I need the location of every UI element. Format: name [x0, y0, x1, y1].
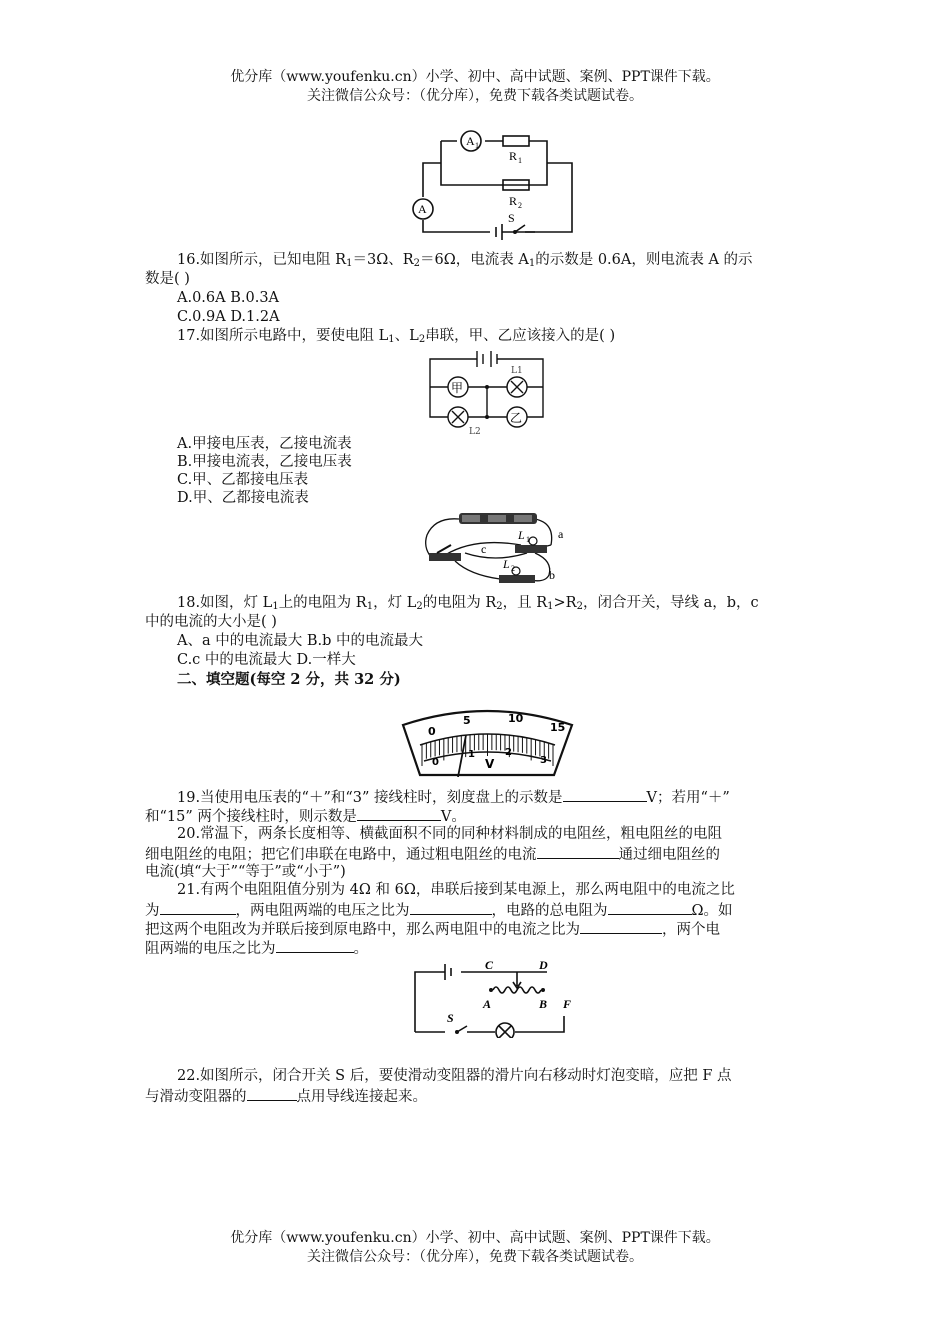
l1-label: L [518, 528, 525, 542]
figure-22-circuit [405, 956, 585, 1038]
q17-option-b: B.甲接电流表，乙接电压表 [177, 454, 352, 470]
q21-line-3: 把这两个电阻改为并联后接到原电路中，那么两电阻中的电流之比为 ，两个电 [145, 919, 720, 940]
l1-sub: 1 [526, 535, 530, 544]
wire-a-label: a [558, 527, 564, 541]
r1-sub: 1 [518, 156, 522, 165]
q21-line-2: 为 ，两电阻两端的电压之比为 ，电路的总电阻为 Ω。如 [145, 900, 733, 921]
q17-stem: 17.如图所示电路中，要使电阻 $L_1$、$L_2$串联，甲、乙应该接入的是( ) [177, 328, 616, 345]
switch-s-label: S [508, 211, 515, 225]
l1-label: L1 [511, 366, 523, 376]
r1-label: R [509, 149, 518, 163]
q18-options-2: C.c 中的电流最大 D.一样大 [177, 652, 356, 668]
node-c-label: C [485, 958, 494, 972]
figure-16-circuit [405, 125, 580, 250]
ammeter-a-label: A [418, 202, 427, 216]
meter-unit: V [485, 757, 495, 771]
q21-blank-2[interactable] [410, 900, 492, 915]
ammeter-a1-label: A [466, 134, 475, 148]
q16-stem: 16.如图所示，已知电阻 $R_1=3\Omega$、$R_2=6\Omega$，电流表 $A_1$的示数是 0.6A，则电流表 A 的示 [177, 252, 753, 269]
switch-s-label: S [447, 1011, 454, 1025]
q19-blank-2[interactable] [357, 806, 441, 821]
node-a-label: A [483, 997, 492, 1011]
meter-bottom-3: 3 [540, 755, 547, 766]
q18-stem: 18.如图，灯 $L_1$上的电阻为 $R_1$，灯 $L_2$的电阻为 $R_2$，且 $R_1>R_2$，闭合开关，导线 a，b，c [177, 595, 759, 612]
q19-line-2: 和“15” 两个接线柱时，则示数是 V。 [145, 806, 466, 827]
wire-b-label: b [549, 568, 555, 582]
node-d-label: D [539, 958, 548, 972]
q20-line-2: 细电阻丝的电阻；把它们串联在电路中，通过粗电阻丝的电流 通过细电阻丝的 [145, 844, 720, 865]
q17-option-d: D.甲、乙都接电流表 [177, 490, 309, 506]
q18-stem-2: 中的电流的大小是( ) [145, 614, 277, 630]
node-b-label: B [539, 997, 548, 1011]
q22-line-2: 与滑动变阻器的 点用导线连接起来。 [145, 1086, 427, 1107]
q21-line-1: 21.有两个电阻阻值分别为 4Ω 和 6Ω，串联后接到某电源上，那么两电阻中的电流之比 [177, 882, 735, 898]
l2-sub: 2 [511, 564, 515, 573]
q16-stem-2: 数是( ) [145, 271, 190, 287]
q17-option-a: A.甲接电压表，乙接电流表 [177, 436, 352, 452]
meter-bottom-2: 2 [505, 747, 512, 758]
header-line-2: 关注微信公众号：（优分库），免费下载各类试题试卷。 [307, 88, 643, 104]
jia-label: 甲 [451, 381, 464, 395]
r2-label: R [509, 194, 518, 208]
q20-line-1: 20.常温下，两条长度相等、横截面积不同的同种材料制成的电阻丝，粗电阻丝的电阻 [177, 826, 723, 842]
meter-bottom-0: 0 [432, 757, 439, 768]
figure-18-circuit [415, 505, 575, 590]
q18-options-1: A、a 中的电流最大 B.b 中的电流最大 [177, 633, 423, 649]
yi-label: 乙 [510, 411, 523, 425]
header-line-1: 优分库（www.youfenku.cn）小学、初中、高中试题、案例、PPT课件下载。 [230, 69, 720, 85]
meter-top-5: 5 [463, 714, 471, 727]
ammeter-a1-sub: 1 [475, 141, 479, 150]
q21-blank-1[interactable] [160, 900, 236, 915]
q16-options-1: A.0.6A B.0.3A [177, 290, 280, 306]
q21-blank-3[interactable] [608, 900, 692, 915]
figure-19-voltmeter [400, 703, 575, 777]
q17-option-c: C.甲、乙都接电压表 [177, 472, 309, 488]
q16-options-2: C.0.9A D.1.2A [177, 309, 280, 325]
section-2-title: 二、填空题(每空 2 分，共 32 分) [177, 671, 401, 688]
q20-blank-1[interactable] [537, 844, 619, 859]
q22-line-1: 22.如图所示，闭合开关 S 后，要使滑动变阻器的滑片向右移动时灯泡变暗，应把 F 点 [177, 1068, 732, 1084]
l2-label: L [503, 557, 510, 571]
r2-sub: 2 [518, 201, 522, 210]
figure-17-circuit [425, 343, 550, 435]
meter-top-0: 0 [428, 725, 436, 738]
meter-top-10: 10 [508, 712, 524, 725]
l2-label: L2 [469, 427, 481, 435]
footer-line-2: 关注微信公众号：（优分库），免费下载各类试题试卷。 [307, 1249, 643, 1265]
footer-line-1: 优分库（www.youfenku.cn）小学、初中、高中试题、案例、PPT课件下载。 [230, 1230, 720, 1246]
q19-line-1: 19.当使用电压表的“＋”和“3” 接线柱时，刻度盘上的示数是 V；若用“＋” [177, 787, 730, 808]
q20-line-3: 电流(填“大于”“等于”或“小于”) [145, 864, 346, 880]
q19-blank-1[interactable] [563, 787, 647, 802]
meter-bottom-1: 1 [468, 749, 475, 760]
wire-c-label: c [481, 542, 487, 556]
q21-line-4: 阻两端的电压之比为 。 [145, 938, 368, 959]
node-f-label: F [563, 997, 572, 1011]
q22-blank-1[interactable] [247, 1086, 297, 1101]
q21-blank-5[interactable] [276, 938, 354, 953]
q21-blank-4[interactable] [580, 919, 662, 934]
meter-top-15: 15 [550, 721, 566, 734]
